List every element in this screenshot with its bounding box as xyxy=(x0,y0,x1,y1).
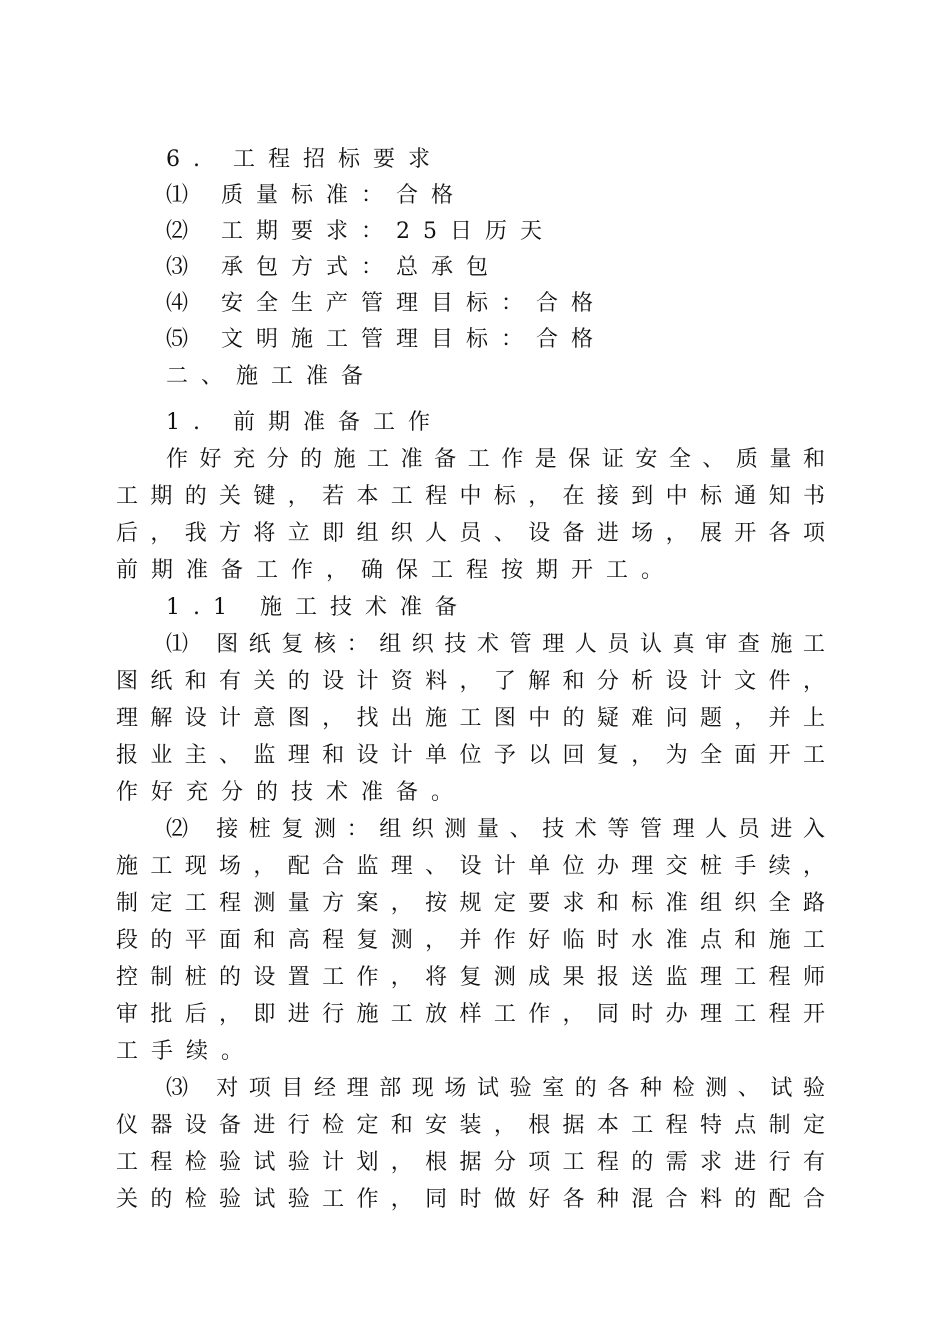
paragraph-line: 制定工程测量方案，按规定要求和标准组织全路 xyxy=(116,891,825,916)
paragraph-line: ⑶ 对项目经理部现场试验室的各种检测、试验 xyxy=(166,1076,825,1101)
subsection-heading: 1.1 施工技术准备 xyxy=(166,595,470,620)
subsection-heading: 1. 前期准备工作 xyxy=(166,410,443,435)
paragraph-line: 施工现场，配合监理、设计单位办理交桩手续， xyxy=(116,854,825,879)
paragraph-line: 工手续。 xyxy=(116,1039,257,1064)
requirement-item: ⑶ 承包方式：总承包 xyxy=(166,255,501,280)
requirement-item: ⑵ 工期要求：25日历天 xyxy=(166,219,555,244)
paragraph-line: ⑵ 接桩复测：组织测量、技术等管理人员进入 xyxy=(166,817,825,842)
paragraph-line: 控制桩的设置工作，将复测成果报送监理工程师 xyxy=(116,965,825,990)
paragraph-line: 工程检验试验计划，根据分项工程的需求进行有 xyxy=(116,1150,825,1175)
paragraph-line: 后，我方将立即组织人员、设备进场，展开各项 xyxy=(116,521,825,546)
paragraph-line: 关的检验试验工作，同时做好各种混合料的配合 xyxy=(116,1187,825,1212)
requirement-item: ⑴ 质量标准：合格 xyxy=(166,183,466,208)
paragraph-line: 前期准备工作，确保工程按期开工。 xyxy=(116,558,677,583)
paragraph-line: 仪器设备进行检定和安装，根据本工程特点制定 xyxy=(116,1113,825,1138)
requirement-item: ⑷ 安全生产管理目标：合格 xyxy=(166,291,606,316)
paragraph-line: 理解设计意图，找出施工图中的疑难问题，并上 xyxy=(116,706,825,731)
requirement-item: ⑸ 文明施工管理目标：合格 xyxy=(166,327,606,352)
paragraph-line: 审批后，即进行施工放样工作，同时办理工程开 xyxy=(116,1002,825,1027)
paragraph-line: 段的平面和高程复测，并作好临时水准点和施工 xyxy=(116,928,825,953)
requirements-heading: 6. 工程招标要求 xyxy=(166,147,443,172)
paragraph-line: 报业主、监理和设计单位予以回复，为全面开工 xyxy=(116,743,825,768)
paragraph-line: 作好充分的施工准备工作是保证安全、质量和 xyxy=(166,447,825,472)
paragraph-line: 工期的关键，若本工程中标，在接到中标通知书 xyxy=(116,484,825,509)
paragraph-line: ⑴ 图纸复核：组织技术管理人员认真审查施工 xyxy=(166,632,825,657)
section-heading: 二、施工准备 xyxy=(166,364,377,389)
paragraph-line: 图纸和有关的设计资料，了解和分析设计文件， xyxy=(116,669,825,694)
paragraph-line: 作好充分的技术准备。 xyxy=(116,780,467,805)
